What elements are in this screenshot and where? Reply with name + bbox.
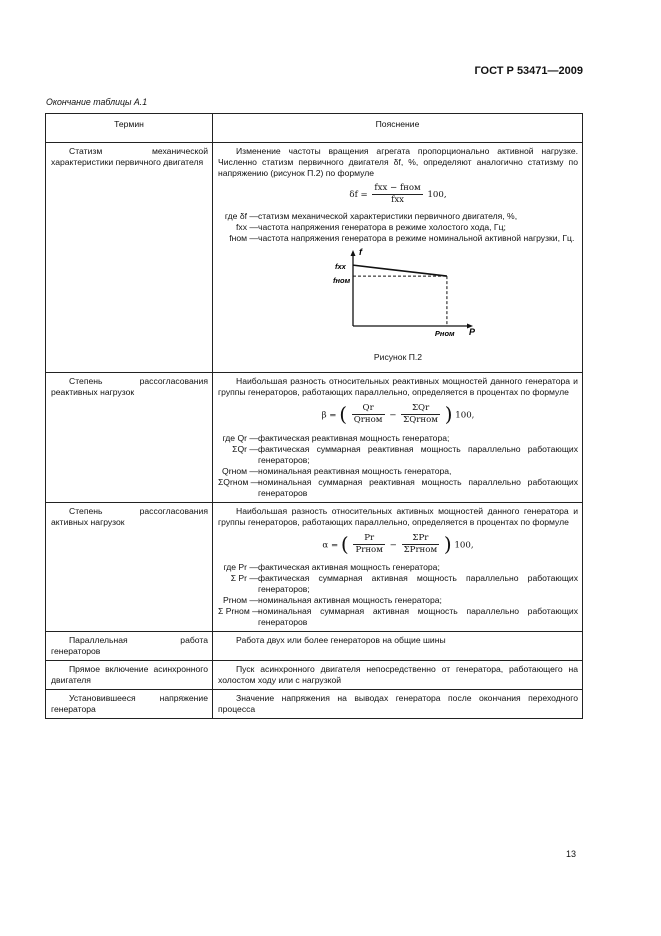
definition-text: фактическая суммарная активная мощность параллельно работающих генераторов; [258,573,578,595]
definition-text: номинальная активная мощность генератора; [258,595,442,606]
definition-item [218,433,578,444]
document-code: ГОСТ Р 53471—2009 [474,65,583,77]
definition-symbol: Σ Prном — [218,606,261,617]
symbol-definitions [218,433,578,499]
y-axis-label: f [359,247,362,257]
table-header-row [46,114,583,143]
definition-symbol: fxx — [236,222,258,232]
formula-fraction [402,533,440,556]
explanation-cell [213,373,583,503]
y-axis-arrow-icon [351,250,356,256]
formula-minus: − [389,410,397,421]
definition-text: фактическая активная мощность генератора; [258,562,440,573]
fraction-denominator: Prном [355,544,383,555]
term-cell: Степень рассогласования активных нагрузок [46,502,213,632]
column-header-term: Термин [46,114,213,143]
term-cell: Установившееся напряжение генератора [46,690,213,719]
explanation-text: Наибольшая разность относительных реактивных мощностей данного генератора и группы генераторов, работающих параллельно, определяется в процентах по формуле [218,376,578,397]
terms-table [45,113,583,719]
fraction-numerator: fxx − fном [374,183,421,193]
table-row [46,661,583,690]
definition-item [218,233,578,244]
right-paren-icon: ) [444,402,453,426]
definition-item [218,573,578,595]
definition-item [218,595,578,606]
explanation-cell [213,143,583,373]
x-axis-label: P [469,327,476,337]
fraction-numerator: Qr [352,403,385,415]
fraction-denominator: ΣQrном [403,415,438,426]
explanation-text: Работа двух или более генераторов на общие шины [236,635,446,646]
definition-symbol: fном — [229,233,258,243]
definition-text: частота напряжения генератора в режиме номинальной активной нагрузки, Гц. [258,233,575,243]
table-row [46,632,583,661]
definition-text: номинальная суммарная реактивная мощность параллельно работающих генераторов [258,476,578,498]
explanation-cell [213,690,583,719]
formula-fraction [372,183,422,206]
x-tick-label-pnom: Pном [434,329,455,338]
fraction-denominator: Qrном [353,415,383,426]
definition-symbol: ΣQrном — [218,476,260,487]
explanation-text: Изменение частоты вращения агрегата пропорционально активной нагрузке. Численно статизм первичного двигателя δf, %, определяют аналогично статизму по напряжению (рисунок П.2) по формуле [218,146,578,178]
definition-text: номинальная суммарная активная мощность параллельно работающих генераторов [258,606,578,628]
explanation-text: Наибольшая разность относительных активных мощностей данного генератора и группы генераторов, работающих параллельно, определяется в процентах по формуле [218,505,578,527]
definition-symbol: где Qr — [222,432,258,443]
figure-caption: Рисунок П.2 [373,352,423,362]
formula-rhs: 100, [427,190,447,200]
definition-symbol: Prном — [222,595,258,606]
left-paren-icon: ( [340,531,349,556]
term-cell: Прямое включение асинхронного двигателя [46,661,213,690]
term-cell: Статизм механической характеристики первичного двигателя [46,143,213,373]
y-tick-label-fxx: fxx [335,262,346,272]
page-number: 13 [565,849,576,859]
y-tick-label-fnom: fном [333,276,351,286]
definition-text: фактическая реактивная мощность генератора; [258,432,450,443]
left-paren-icon: ( [339,402,348,426]
formula-minus: − [389,539,397,550]
fraction-denominator: fxx [391,195,405,205]
definition-symbol: Σ Pr — [230,573,258,584]
figure-p2 [323,247,476,346]
fraction-numerator: ΣQr [401,403,440,415]
table-row [46,690,583,719]
formula-reactive [218,402,578,428]
definition-text: статизм механической характеристики первичного двигателя, %, [258,211,518,221]
explanation-cell [213,632,583,661]
formula-lhs: β = [321,410,337,421]
explanation-text: Значение напряжения на выводах генератора после окончания переходного процесса [218,693,578,715]
table-row [46,373,583,503]
formula-fraction [353,533,384,556]
definition-symbol: Qrном — [222,465,258,476]
definition-item [218,466,578,477]
column-header-explanation: Пояснение [213,114,583,143]
fraction-numerator: Pr [353,533,384,545]
definition-item [218,211,578,222]
definition-symbol: где δf — [224,211,258,221]
term-cell: Параллельная работа генераторов [46,632,213,661]
table-row [46,502,583,632]
formula-fraction [352,403,385,426]
formula-fraction [401,403,440,426]
term-cell: Степень рассогласования реактивных нагрузок [46,373,213,503]
explanation-text: Пуск асинхронного двигателя непосредственно от генератора, работающего на холостом ходу или с нагрузкой [218,664,578,686]
definition-item [218,444,578,466]
definition-item [218,562,578,573]
definition-item [218,477,578,499]
definition-symbol: ΣQr — [232,443,258,454]
definition-text: номинальная реактивная мощность генератора, [258,465,452,476]
definition-symbol: где Pr — [223,562,258,573]
definition-text: фактическая суммарная реактивная мощность параллельно работающих генераторов; [258,443,578,465]
symbol-definitions [218,562,578,628]
formula-statism [218,183,578,206]
table-caption: Окончание таблицы А.1 [46,97,148,107]
explanation-cell [213,661,583,690]
definition-item [218,606,578,628]
table-row [46,143,583,373]
symbol-definitions [218,211,578,244]
definition-item [218,222,578,233]
right-paren-icon: ) [443,531,452,556]
fraction-numerator: ΣPr [402,533,440,545]
formula-lhs: α = [322,539,339,550]
statism-chart [323,247,476,343]
explanation-cell [213,502,583,632]
formula-rhs: 100, [455,410,475,421]
fraction-denominator: ΣPrном [403,544,438,555]
series-line-f-of-p [353,265,447,276]
formula-rhs: 100, [454,539,474,550]
formula-active [218,532,578,558]
formula-lhs: δf = [349,190,368,200]
definition-text: частота напряжения генератора в режиме холостого хода, Гц; [258,222,506,232]
